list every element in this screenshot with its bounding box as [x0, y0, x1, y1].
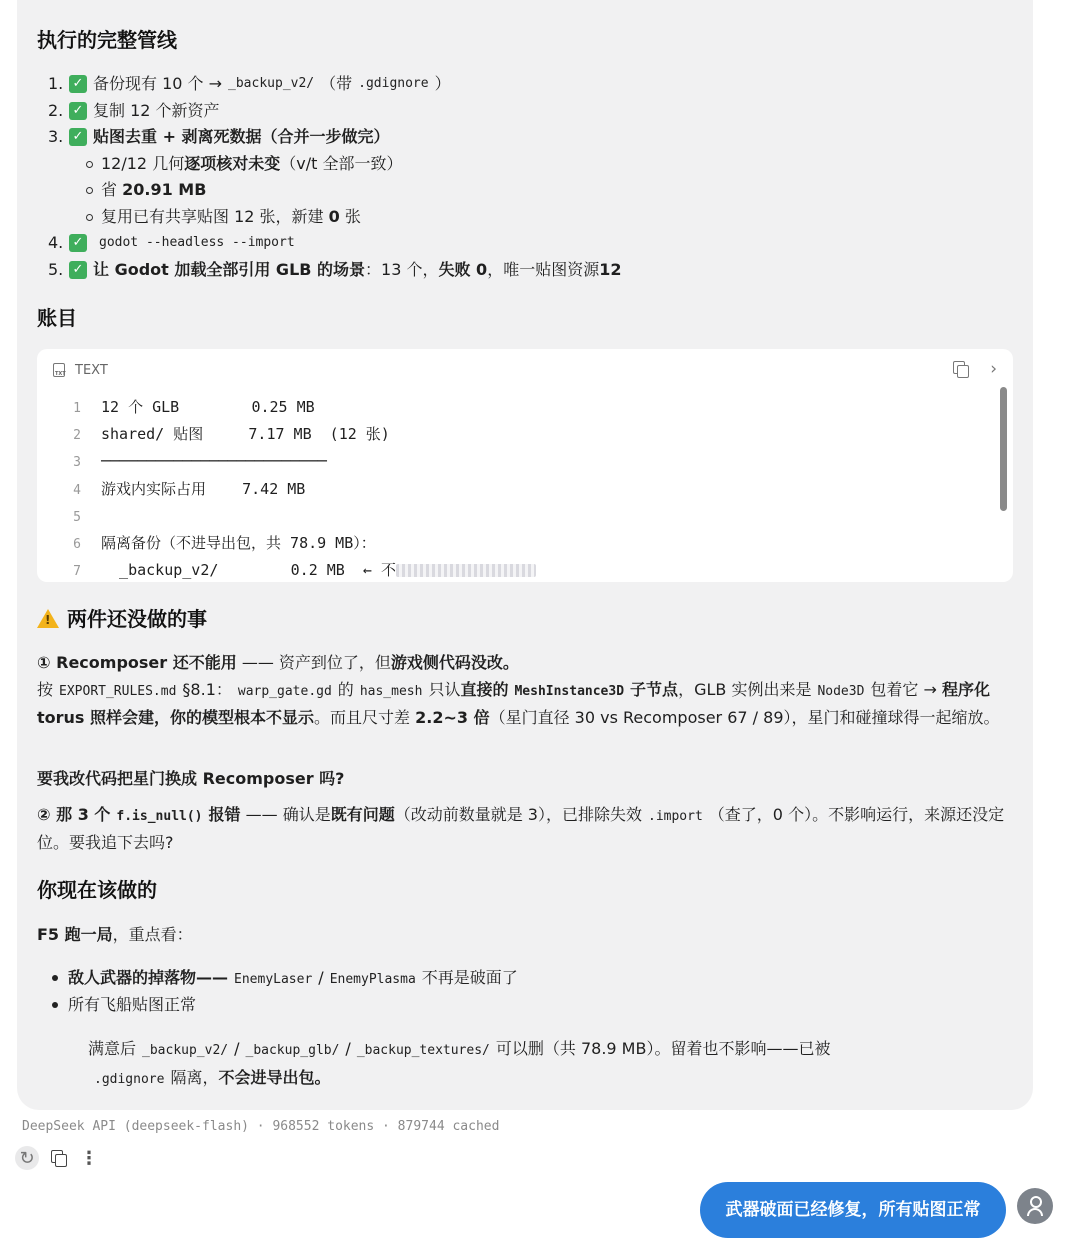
- blurred-text: [396, 564, 536, 577]
- step-number: 4.: [48, 233, 64, 253]
- text-bold: ——: [196, 968, 229, 987]
- step-text-bold: 失败 0: [438, 259, 488, 279]
- text-bold: ① Recomposer 还不能用: [37, 653, 237, 672]
- text: 不再是破面了: [421, 968, 518, 987]
- sub-text: 12/12 几何: [101, 153, 185, 173]
- code-language-label: TEXT: [75, 362, 108, 378]
- step-text-bold: 让 Godot 加载全部引用 GLB 的场景: [93, 259, 366, 279]
- sub-text: （v/t 全部一致）: [280, 153, 403, 173]
- text: /: [234, 1039, 240, 1058]
- step-number: 2.: [48, 100, 64, 120]
- sub-text: 张: [339, 206, 361, 226]
- text: 。而且尺寸差: [314, 708, 416, 727]
- text: §8.1：: [182, 680, 232, 699]
- line-number: 1: [73, 401, 81, 416]
- text: 满意后: [88, 1039, 137, 1058]
- more-vertical-icon[interactable]: ⋮: [80, 1147, 98, 1169]
- code-line: [37, 557, 997, 582]
- text: ，GLB 实例出来是: [678, 680, 812, 699]
- code-lines: [37, 394, 997, 582]
- text: 所有飞船贴图正常: [68, 995, 197, 1014]
- copy-icon[interactable]: [46, 1146, 70, 1170]
- line-text: shared/ 贴图 7.17 MB (12 张): [101, 425, 390, 444]
- code-line: [37, 530, 997, 557]
- inline-code: _backup_textures/: [356, 1043, 490, 1058]
- text-bold: 报错: [208, 805, 241, 824]
- line-text: 游戏内实际占用 7.42 MB: [101, 479, 306, 498]
- code-line: [37, 421, 997, 448]
- text-bold: 游戏侧代码没改。: [390, 653, 519, 672]
- text: 按: [37, 680, 54, 699]
- sub-text: 省: [101, 180, 123, 199]
- line-text: ─────────────────────────: [101, 452, 327, 471]
- inline-code: has_mesh: [359, 684, 423, 699]
- text-bold: F5 跑一局: [37, 925, 113, 944]
- todo-item-2: [37, 802, 1007, 856]
- list-item: [50, 991, 950, 1018]
- step-5: [48, 257, 978, 284]
- text: 只认: [428, 680, 461, 699]
- code-line: [37, 448, 997, 475]
- inline-code: _backup_glb/: [245, 1043, 340, 1058]
- step-text: ）: [434, 74, 451, 94]
- text: —— 确认是: [240, 805, 331, 824]
- step-text: 备份现有 10 个 →: [93, 74, 223, 94]
- inline-code: EnemyPlasma: [329, 972, 416, 987]
- step-2: [48, 98, 978, 125]
- text: 的: [337, 680, 354, 699]
- text-bold: 直接的: [460, 680, 509, 699]
- user-avatar-icon[interactable]: [1017, 1188, 1053, 1224]
- sub-text: 复用已有共享贴图 12 张，新建: [101, 206, 329, 226]
- code-line: [37, 476, 997, 503]
- inline-code: godot --headless --import: [99, 235, 295, 251]
- step-3-sub-1: [48, 151, 978, 178]
- white-check-mark-icon: ✓: [69, 261, 87, 279]
- white-check-mark-icon: ✓: [69, 102, 87, 120]
- step-number: 3.: [48, 127, 64, 147]
- sub-text-bold: 逐项核对未变: [184, 153, 281, 173]
- inline-code: EnemyLaser: [234, 972, 313, 987]
- text: （星门直径 30 vs Recomposer 67 / 89），星门和碰撞球得一起缩放。: [489, 708, 1000, 727]
- todo-question-1: [37, 766, 344, 792]
- todo-item-1: [37, 650, 519, 676]
- step-number: 5.: [48, 259, 64, 279]
- line-number: 4: [73, 482, 81, 498]
- line-number: 3: [73, 455, 81, 471]
- step-3-sub-3: [48, 204, 978, 231]
- white-check-mark-icon: ✓: [69, 234, 87, 252]
- code-scrollbar[interactable]: [1000, 387, 1007, 511]
- step-text: 复制 12 个新资产: [93, 100, 220, 120]
- text-bold: 不会进导出包。: [218, 1068, 331, 1087]
- text-bold: 2.2~3 倍: [415, 708, 490, 727]
- inline-code: _backup_v2/: [142, 1043, 229, 1058]
- text: （改动前数量就是 3），已排除失效: [394, 805, 642, 824]
- text: 隔离，: [170, 1068, 219, 1087]
- text-bold: ② 那 3 个: [37, 805, 111, 824]
- inline-code: .import: [648, 809, 703, 824]
- heading-todo: [37, 603, 207, 632]
- step-text-bold: 12: [599, 259, 622, 279]
- step-4: [48, 230, 978, 257]
- line-number: 5: [73, 509, 81, 525]
- step-text: ：13 个，: [365, 259, 439, 279]
- copy-icon[interactable]: [953, 361, 969, 377]
- text: /: [345, 1039, 351, 1058]
- now-bullets: [50, 964, 950, 1018]
- heading-now: 你现在该做的: [37, 878, 157, 902]
- white-check-mark-icon: ✓: [69, 128, 87, 146]
- code-block: [37, 349, 1013, 582]
- inline-code: _backup_v2/: [228, 76, 315, 92]
- text-bold: 程序化 torus 照样会建，你的模型根本不显示: [37, 680, 991, 727]
- inline-code: EXPORT_RULES.md: [59, 684, 177, 699]
- text: /: [318, 968, 324, 987]
- inline-code: warp_gate.gd: [237, 684, 332, 699]
- step-text: （带: [320, 74, 353, 94]
- warning-icon: [37, 609, 59, 628]
- step-1: [48, 71, 978, 98]
- sub-text-bold: 0: [328, 206, 340, 226]
- text-bold: 敌人武器的掉落物: [68, 968, 197, 987]
- step-text-bold: 贴图去重 + 剥离死数据（合并一步做完）: [93, 127, 390, 147]
- step-3-sub-2: [48, 177, 978, 204]
- inline-code: .gdignore: [94, 1072, 165, 1087]
- list-item: [50, 964, 950, 991]
- text: ，重点看：: [112, 925, 193, 944]
- inline-code: .gdignore: [358, 76, 429, 92]
- text: —— 资产到位了，但: [236, 653, 391, 672]
- chevron-right-icon[interactable]: ›: [990, 359, 997, 379]
- heading-text: 两件还没做的事: [67, 607, 207, 631]
- code-line: [37, 394, 997, 421]
- line-text: _backup_v2/ 0.2 MB ← 不: [101, 561, 396, 580]
- text: （查了，0 个）。不影响运行，来源还没定位。要我追下去吗?: [37, 805, 1005, 852]
- blockquote: [88, 1035, 968, 1093]
- text-file-icon: TXT: [53, 363, 65, 377]
- text-bold: 要我改代码把星门换成 Recomposer 吗?: [37, 769, 345, 788]
- message-meta: DeepSeek API (deepseek-flash) · 968552 tokens · 879744 cached: [22, 1119, 500, 1134]
- step-3: [48, 124, 978, 151]
- inline-code: f.is_null(): [116, 809, 203, 824]
- step-number: 1.: [48, 74, 64, 94]
- todo-item-1-detail: [37, 677, 1012, 731]
- user-message-bubble: 武器破面已经修复，所有贴图正常: [700, 1182, 1006, 1238]
- code-line: [37, 503, 997, 530]
- pipeline-steps: [48, 71, 978, 283]
- sub-text-bold: 20.91 MB: [122, 180, 207, 199]
- line-number: 2: [73, 428, 81, 444]
- white-check-mark-icon: ✓: [69, 75, 87, 93]
- text-bold: 既有问题: [330, 805, 395, 824]
- line-number: 6: [73, 536, 81, 552]
- code-block-header: [53, 362, 108, 378]
- text: 包着它 →: [870, 680, 943, 699]
- inline-code: MeshInstance3D: [514, 684, 625, 699]
- inline-code: Node3D: [817, 684, 865, 699]
- heading-ledger: 账目: [37, 306, 77, 330]
- step-text: ，唯一贴图资源: [487, 259, 600, 279]
- line-text: 12 个 GLB 0.25 MB: [101, 398, 315, 416]
- regenerate-icon[interactable]: ↻: [15, 1146, 39, 1170]
- now-intro: [37, 922, 193, 948]
- line-text: 隔离备份（不进导出包，共 78.9 MB）：: [101, 533, 376, 552]
- heading-pipeline: 执行的完整管线: [37, 28, 177, 52]
- line-number: 7: [73, 564, 81, 580]
- text-bold: 子节点: [630, 680, 679, 699]
- text: 可以删（共 78.9 MB）。留着也不影响——已被: [495, 1039, 831, 1058]
